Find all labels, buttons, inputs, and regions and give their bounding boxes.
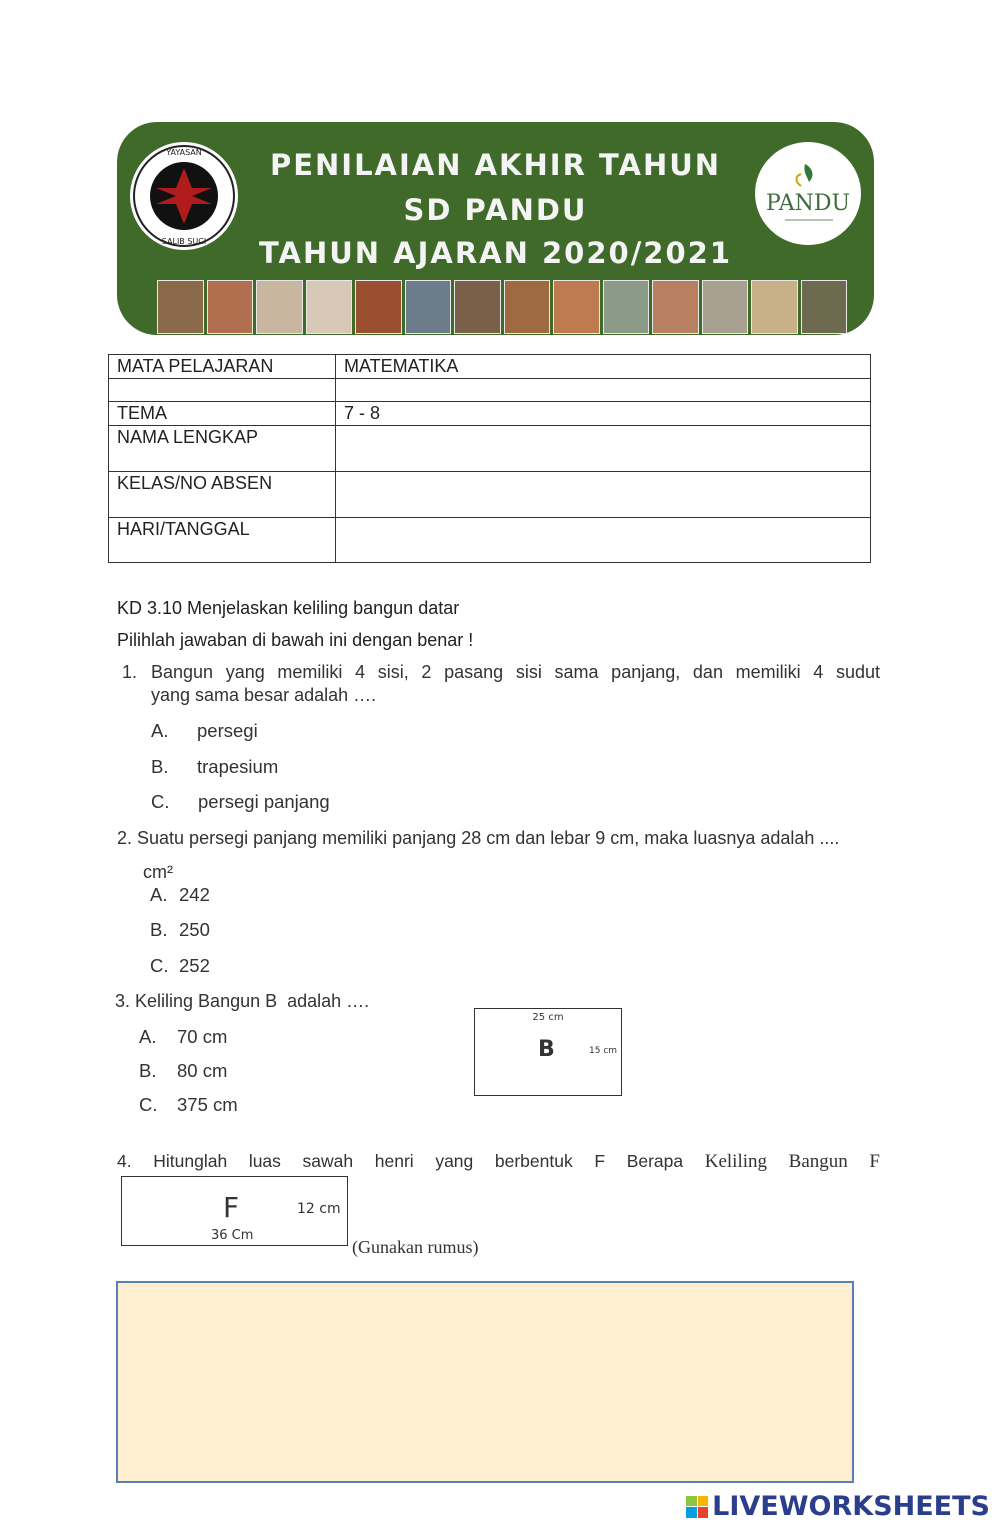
photo (504, 280, 551, 334)
q1-option-c[interactable]: persegi panjang (198, 791, 330, 812)
table-row (109, 426, 871, 472)
photo (405, 280, 452, 334)
liveworksheets-logo-icon (686, 1496, 708, 1518)
q4-word: F (594, 1151, 606, 1171)
pandu-logo (755, 142, 861, 245)
photo-strip (157, 280, 847, 332)
table-row (109, 379, 871, 402)
table-cell-label: MATA PELAJARAN (109, 355, 336, 379)
photo (454, 280, 501, 334)
photo (603, 280, 650, 334)
q4-text (117, 1151, 880, 1173)
photo (355, 280, 402, 334)
q3-text: 3. Keliling Bangun B adalah …. (115, 991, 370, 1011)
q4-word: Berapa (626, 1151, 684, 1171)
name-field[interactable] (336, 426, 871, 472)
q1-text-line1: Bangun yang memiliki 4 sisi, 2 pasang sisi sama panjang, dan memiliki 4 sudut (151, 662, 880, 682)
q2-option-a[interactable]: 242 (179, 884, 210, 905)
photo (553, 280, 600, 334)
shape-f-figure (121, 1176, 348, 1246)
table-row (109, 518, 871, 563)
q4-word: Keliling (704, 1151, 768, 1172)
shape-b-side-label: 15 cm (589, 1046, 618, 1056)
header-banner (117, 122, 874, 335)
student-info-table (108, 354, 871, 563)
table-cell-value (336, 379, 871, 402)
photo (652, 280, 699, 334)
photo (801, 280, 848, 334)
q4-hint: (Gunakan rumus) (352, 1237, 479, 1257)
q3-option-b[interactable]: 80 cm (177, 1060, 228, 1081)
shape-b-top-label: 25 cm (532, 1012, 564, 1023)
table-cell-label: TEMA (109, 402, 336, 426)
photo (256, 280, 303, 334)
q2-text-line1: 2. Suatu persegi panjang memiliki panjang 28 cm dan lebar 9 cm, maka luasnya adalah .... (117, 828, 840, 848)
brand-text: LIVEWORKSHEETS (712, 1491, 990, 1522)
class-number-field[interactable] (336, 472, 871, 518)
q1-option-c-letter: C. (151, 791, 170, 812)
q4-word: yang (435, 1151, 474, 1171)
q2-option-c-letter: C. (150, 955, 169, 976)
liveworksheets-brand (686, 1491, 990, 1522)
table-cell-label: HARI/TANGGAL (109, 518, 336, 563)
shape-f-name: F (223, 1191, 240, 1224)
table-cell-value: MATEMATIKA (336, 355, 871, 379)
instruction-text: Pilihlah jawaban di bawah ini dengan benar ! (117, 630, 474, 650)
q2-option-b[interactable]: 250 (179, 919, 210, 940)
date-field[interactable] (336, 518, 871, 563)
shape-b-figure (474, 1008, 622, 1096)
q1-option-b[interactable]: trapesium (197, 756, 279, 777)
q4-word: 4. (117, 1151, 132, 1171)
pandu-logo-text: PANDU (765, 191, 851, 216)
table-cell-label (109, 379, 336, 402)
q1-option-a-letter: A. (151, 720, 169, 741)
q3-option-a-letter: A. (139, 1026, 157, 1047)
shape-f-bottom-label: 36 Cm (211, 1228, 254, 1243)
q2-option-b-letter: B. (150, 919, 168, 940)
table-row (109, 355, 871, 379)
table-row (109, 402, 871, 426)
table-cell-label: KELAS/NO ABSEN (109, 472, 336, 518)
q4-word: F (869, 1151, 880, 1172)
q1-option-a[interactable]: persegi (197, 720, 258, 741)
q3-option-b-letter: B. (139, 1060, 157, 1081)
table-row (109, 472, 871, 518)
svg-text:YAYASAN: YAYASAN (166, 148, 202, 157)
q1-number: 1. (122, 662, 138, 682)
q2-option-c[interactable]: 252 (179, 955, 210, 976)
q2-option-a-letter: A. (150, 884, 168, 905)
answer-input-box[interactable] (116, 1281, 854, 1483)
q4-word: Bangun (788, 1151, 848, 1172)
shape-b-name: B (538, 1037, 555, 1062)
banner-title-line1: PENILAIAN AKHIR TAHUN (269, 148, 722, 182)
q4-word: sawah (302, 1151, 354, 1171)
photo (306, 280, 353, 334)
kd-text: KD 3.10 Menjelaskan keliling bangun datar (117, 598, 460, 618)
table-cell-value: 7 - 8 (336, 402, 871, 426)
q4-word: berbentuk (494, 1151, 573, 1171)
table-cell-label: NAMA LENGKAP (109, 426, 336, 472)
q1-option-b-letter: B. (151, 756, 169, 777)
photo (157, 280, 204, 334)
q2-text-line2: cm² (143, 862, 173, 882)
photo (751, 280, 798, 334)
photo (702, 280, 749, 334)
banner-title-line3: TAHUN AJARAN 2020/2021 (259, 236, 732, 270)
q3-option-a[interactable]: 70 cm (177, 1026, 228, 1047)
photo (207, 280, 254, 334)
q4-word: Hitunglah (153, 1151, 228, 1171)
shape-f-side-label: 12 cm (297, 1201, 341, 1217)
q4-word: luas (248, 1151, 281, 1171)
q4-word: henri (374, 1151, 414, 1171)
q3-option-c-letter: C. (139, 1094, 158, 1115)
banner-title-line2: SD PANDU (403, 193, 588, 227)
q1-text-line2: yang sama besar adalah …. (151, 685, 377, 705)
svg-text:SALIB SUCI: SALIB SUCI (161, 237, 207, 246)
q3-option-c[interactable]: 375 cm (177, 1094, 238, 1115)
